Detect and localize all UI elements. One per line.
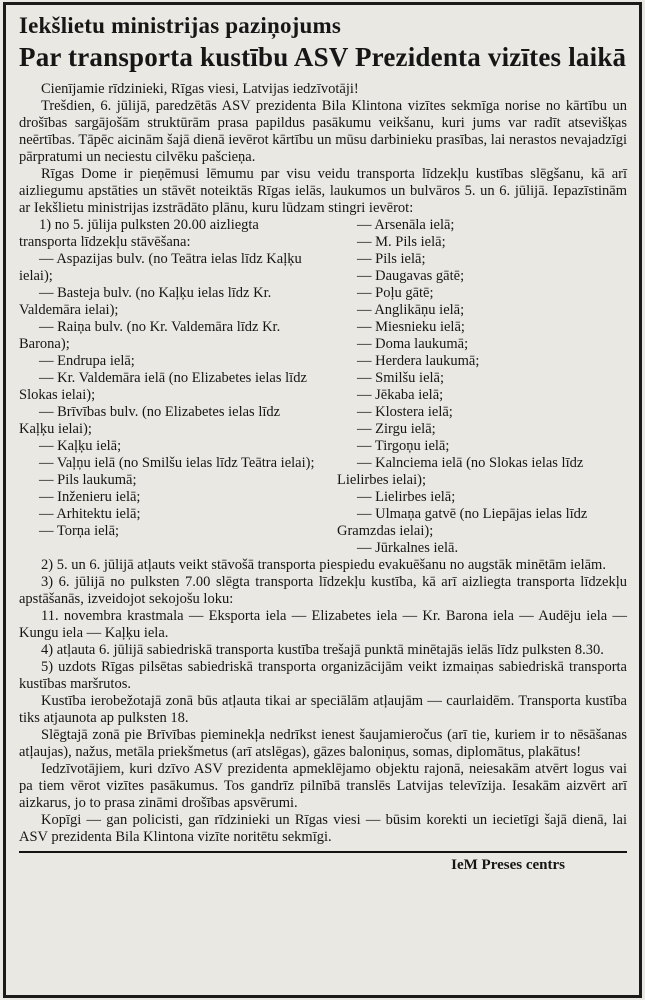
closing-paragraphs [19, 693, 627, 846]
street-item: — Vaļņu ielā (no Smilšu ielas līdz Teātra ielai); [39, 455, 315, 472]
street-item: — Inženieru ielā; [39, 489, 141, 506]
street-item: — Kalnciema ielā (no Slokas ielas līdz Lielirbes ielai); [337, 455, 584, 489]
street-item: — M. Pils ielā; [357, 234, 446, 251]
signature: IeM Preses centrs [451, 857, 565, 874]
street-item: — Lielirbes ielā; [357, 489, 456, 506]
street-list-right [337, 217, 627, 557]
street-item: — Miesnieku ielā; [357, 319, 465, 336]
street-column-right [323, 217, 627, 557]
document-body [19, 81, 627, 846]
closing-paragraph: Slēgtajā zonā pie Brīvības pieminekļa nedrīkst ienest šaujamieročus (arī tie, kuriem ir to nēsāšanas atļaujas), nažus, metāla priekšmetus (arī atslēgas), gāzes baloniņus, somas, diplomātus, plakātus! [19, 727, 627, 761]
intro-paragraph: Trešdien, 6. jūlijā, paredzētās ASV prezidenta Bila Klintona vizītes sekmīga norise no kārtību un drošības sargājošām struktūrām prasa papildus pasākumu veikšanu, kuri jums var radīt atsevišķas neērtības. Tāpēc aicinām šajā dienā ievērot kārtību un mūsu darbinieku prasības, lai nerastos nevajadzīgi pārpratumi un neciestu cilvēku pašcieņa. [19, 98, 627, 166]
point-paragraph: 4) atļauta 6. jūlijā sabiedriskā transporta kustība trešajā punktā minētajās ielās līdz pulksten 8.30. [41, 642, 604, 659]
point-1-intro: 1) no 5. jūlija pulksten 20.00 aizliegta transporta līdzekļu stāvēšana: [19, 217, 259, 251]
street-item: — Daugavas gātē; [357, 268, 465, 285]
intro-paragraph: Rīgas Dome ir pieņēmusi lēmumu par visu veidu transporta līdzekļu kustības slēgšanu, kā arī aizliegumu apstāties un stāvēt noteiktās Rīgas ielās, laukumos un bulvāros 5. un 6. jūlijā. Iepazīstinām ar Iekšlietu ministrijas izstrādāto plānu, kuru lūdzam stingri ievērot: [19, 166, 627, 217]
street-item: — Arsenāla ielā; [357, 217, 455, 234]
street-item: — Herdera laukumā; [357, 353, 480, 370]
street-item: — Kr. Valdemāra ielā (no Elizabetes ielas līdz Slokas ielai); [19, 370, 307, 404]
point-paragraph: 2) 5. un 6. jūlijā atļauts veikt stāvošā transporta piespiedu evakuēšanu no augstāk minētām ielām. [41, 557, 606, 574]
street-item: — Anglikāņu ielā; [357, 302, 465, 319]
street-item: — Endrupa ielā; [39, 353, 135, 370]
numbered-points [19, 557, 627, 693]
street-item: — Pils laukumā; [39, 472, 137, 489]
street-columns [19, 217, 627, 557]
point-paragraph: 11. novembra krastmala — Eksporta iela — Elizabetes iela — Kr. Barona iela — Audēju iela — Kungu iela — Kaļķu iela. [19, 608, 627, 642]
announcement-kicker: Iekšlietu ministrijas paziņojums [19, 13, 342, 38]
street-column-left [19, 217, 323, 557]
street-list-left [19, 251, 317, 540]
street-item: — Poļu gātē; [357, 285, 434, 302]
street-item: — Basteja bulv. (no Kaļķu ielas līdz Kr. Valdemāra ielai); [19, 285, 272, 319]
street-item: — Arhitektu ielā; [39, 506, 141, 523]
street-item: — Klostera ielā; [357, 404, 453, 421]
document-frame [3, 2, 642, 998]
point-paragraph: 3) 6. jūlijā no pulksten 7.00 slēgta transporta līdzekļu kustība, kā arī aizliegta transporta līdzekļu apstāšanās, izveidojot sekojošu loku: [19, 574, 627, 608]
announcement-title: Par transporta kustību ASV Prezidenta vizītes laikā [19, 41, 627, 72]
street-item: — Ulmaņa gatvē (no Liepājas ielas līdz Gramzdas ielai); [337, 506, 588, 540]
closing-paragraph: Kustība ierobežotajā zonā būs atļauta tikai ar speciālām atļaujām — caurlaidēm. Transporta kustība tiks atjaunota ap pulksten 18. [19, 693, 627, 727]
intro-paragraphs [19, 98, 627, 217]
closing-paragraph: Iedzīvotājiem, kuri dzīvo ASV prezidenta apmeklējamo objektu rajonā, neiesakām atvērt logus vai pa tiem vērot vizītes pasākumus. Tos gandrīz pilnībā translēs Latvijas televīzija. Iesakām aizvērt arī aizkarus, jo to prasa zināmi drošības apsvērumi. [19, 761, 627, 812]
street-item: — Torņa ielā; [39, 523, 120, 540]
point-paragraph: 5) uzdots Rīgas pilsētas sabiedriskā transporta organizācijām veikt izmaiņas sabiedriskā transporta kustības maršrutos. [19, 659, 627, 693]
street-item: — Doma laukumā; [357, 336, 469, 353]
street-item: — Smilšu ielā; [357, 370, 444, 387]
street-item: — Jēkaba ielā; [357, 387, 444, 404]
street-item: — Kaļķu ielā; [39, 438, 122, 455]
street-item: — Tirgoņu ielā; [357, 438, 450, 455]
salutation: Cienījamie rīdzinieki, Rīgas viesi, Latvijas iedzīvotāji! [41, 81, 359, 98]
closing-paragraph: Kopīgi — gan policisti, gan rīdzinieki un Rīgas viesi — būsim korekti un iecietīgi šajā dienā, lai ASV prezidenta Bila Klintona vizīte noritētu sekmīgi. [19, 812, 627, 846]
street-item: — Jūrkalnes ielā. [357, 540, 459, 557]
street-item: — Brīvības bulv. (no Elizabetes ielas līdz Kaļķu ielai); [19, 404, 281, 438]
street-item: — Zirgu ielā; [357, 421, 436, 438]
street-item: — Pils ielā; [357, 251, 426, 268]
street-item: — Raiņa bulv. (no Kr. Valdemāra līdz Kr. Barona); [19, 319, 281, 353]
street-item: — Aspazijas bulv. (no Teātra ielas līdz Kaļķu ielai); [19, 251, 302, 285]
